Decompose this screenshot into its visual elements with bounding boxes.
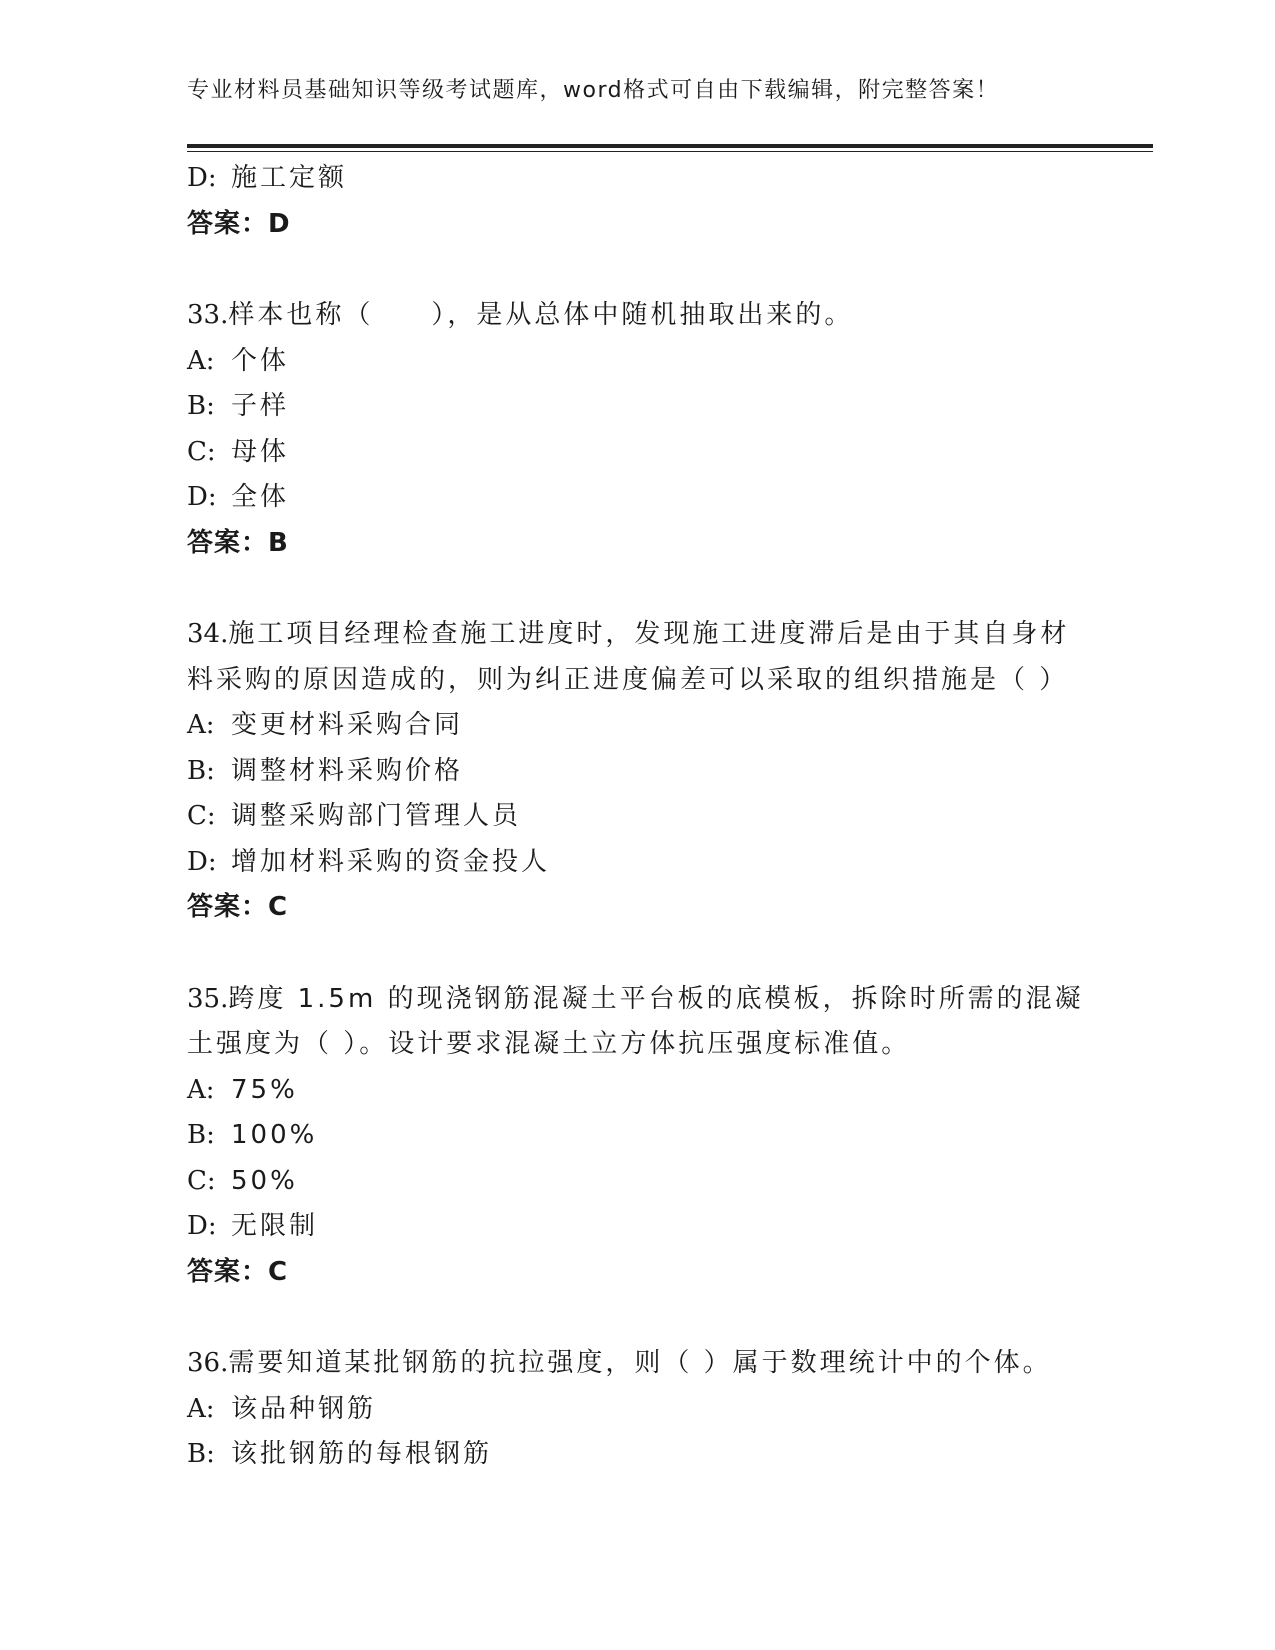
option-b: B: 100% (187, 1120, 318, 1150)
option-b: B: 子样 (187, 391, 290, 421)
question-34 (187, 612, 1107, 931)
option-b: B: 该批钢筋的每根钢筋 (187, 1439, 493, 1469)
option-d: D: 施工定额 (187, 163, 348, 193)
answer: 答案：C (187, 1256, 289, 1287)
question-text: 34.施工项目经理检查施工进度时，发现施工进度滞后是由于其自身材 (187, 619, 1070, 649)
option-a: A: 个体 (187, 345, 290, 376)
option-d: D: 增加材料采购的资金投人 (187, 846, 551, 877)
header-rule (187, 144, 1153, 148)
option-c: C: 调整采购部门管理人员 (187, 801, 522, 831)
option-d: D: 无限制 (187, 1211, 319, 1241)
answer: 答案：D (187, 208, 291, 239)
answer: 答案：B (187, 527, 289, 558)
option-a: A: 变更材料采购合同 (187, 710, 464, 740)
question-text: 36.需要知道某批钢筋的抗拉强度，则（ ）属于数理统计中的个体。 (187, 1348, 1052, 1378)
question-text: 33.样本也称（ ），是从总体中随机抽取出来的。 (187, 300, 854, 330)
option-d: D: 全体 (187, 482, 290, 512)
option-c: C: 50% (187, 1165, 298, 1196)
question-text-cont: 料采购的原因造成的，则为纠正进度偏差可以采取的组织措施是（ ） (187, 664, 1069, 695)
option-c: C: 母体 (187, 436, 290, 467)
question-text: 35.跨度 1.5m 的现浇钢筋混凝土平台板的底模板，拆除时所需的混凝 (187, 983, 1084, 1014)
option-b: B: 调整材料采购价格 (187, 755, 464, 786)
question-33 (187, 293, 1107, 566)
option-a: A: 该品种钢筋 (187, 1393, 377, 1424)
option-a: A: 75% (187, 1074, 298, 1105)
question-text-cont: 土强度为（ ）。设计要求混凝土立方体抗压强度标准值。 (187, 1029, 911, 1059)
question-36 (187, 1341, 1107, 1478)
question-list (187, 156, 1107, 1478)
header-rule-thin (187, 151, 1153, 152)
answer: 答案：C (187, 892, 289, 922)
page-header: 专业材料员基础知识等级考试题库，word格式可自由下载编辑，附完整答案！ (187, 78, 1000, 103)
question-35 (187, 977, 1107, 1296)
